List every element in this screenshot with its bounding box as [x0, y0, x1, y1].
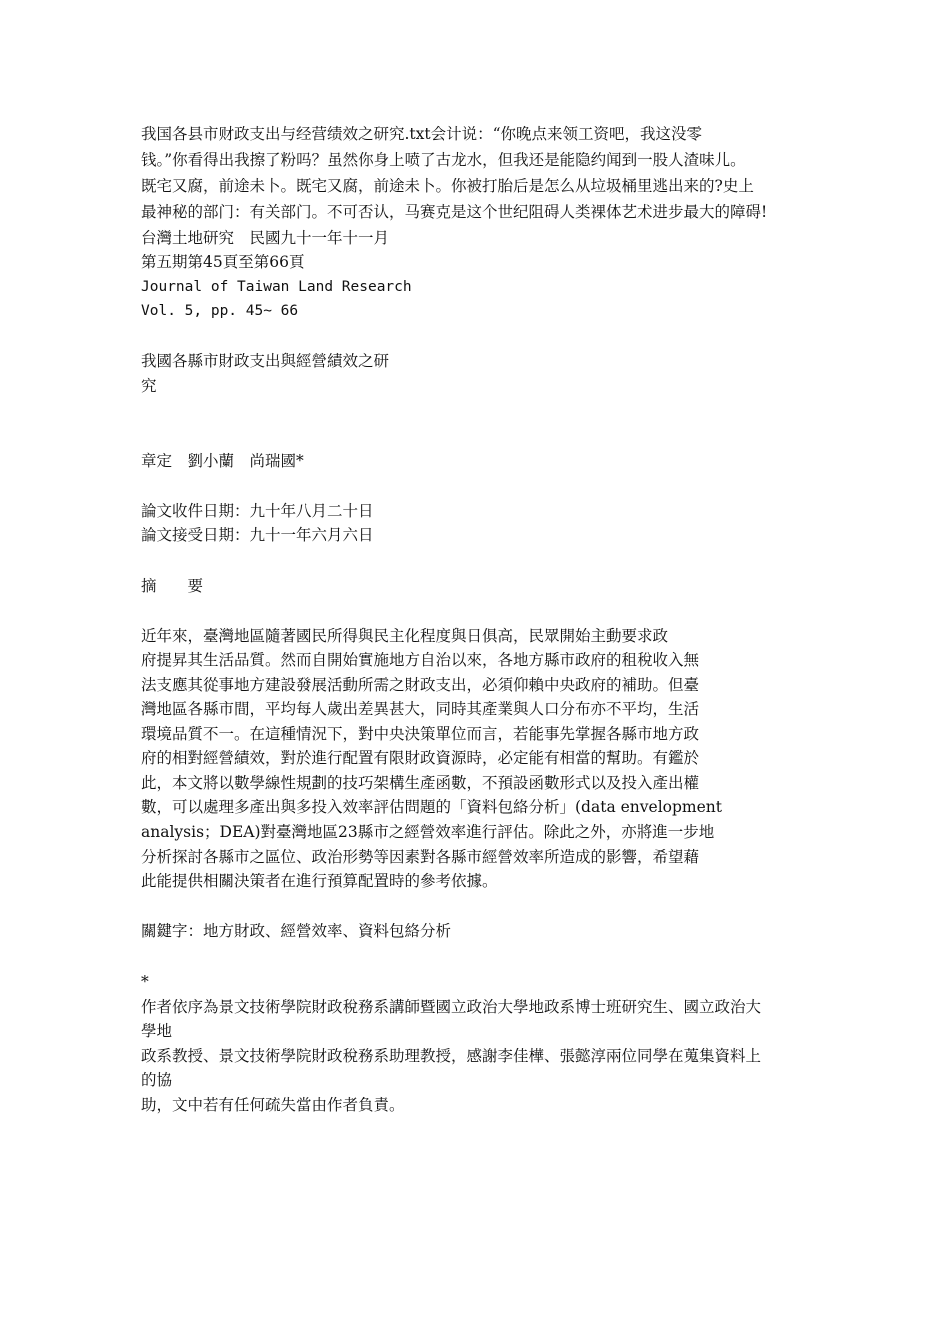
- abstract-line: 法支應其從事地方建設發展活動所需之財政支出，必須仰賴中央政府的補助。但臺: [141, 676, 700, 694]
- footnote-line: 助，文中若有任何疏失當由作者負責。: [141, 1096, 405, 1114]
- accepted-date: 論文接受日期：九十一年六月六日: [141, 526, 374, 544]
- footnote-line: 作者依序為景文技術學院財政稅務系講師暨國立政治大學地政系博士班研究生、國立政治大: [141, 998, 762, 1016]
- spam-line-4: 最神秘的部门：有关部门。不可否认，马赛克是这个世纪阻碍人类裸体艺术进步最大的障碍!: [141, 203, 768, 221]
- abstract-line: 此能提供相關決策者在進行預算配置時的參考依據。: [141, 872, 498, 890]
- title-line-1: 我國各縣市財政支出與經營績效之研: [141, 352, 390, 370]
- abstract-line: 分析探討各縣市之區位、政治形勢等因素對各縣市經營效率所造成的影響，希望藉: [141, 848, 700, 866]
- spam-line-1: 我国各县市财政支出与经营绩效之研究.txt会计说：“你晚点来领工资吧，我这没零: [141, 125, 703, 143]
- footnote-line: 政系教授、景文技術學院財政稅務系助理教授，感謝李佳樺、張懿淳兩位同學在蒐集資料上: [141, 1047, 762, 1065]
- authors: 章定 劉小蘭 尚瑞國*: [141, 452, 304, 470]
- footnote-marker: *: [141, 973, 149, 991]
- abstract-line: analysis；DEA)對臺灣地區23縣市之經營效率進行評估。除此之外，亦將進一步地: [141, 823, 715, 841]
- title-line-2: 究: [141, 377, 157, 395]
- abstract-line: 數，可以處理多產出與多投入效率評估問題的「資料包絡分析」(data envelopment: [141, 798, 722, 816]
- abstract-line: 環境品質不一。在這種情況下，對中央決策單位而言，若能事先掌握各縣市地方政: [141, 725, 700, 743]
- journal-name-date: 台灣土地研究 民國九十一年十一月: [141, 229, 390, 247]
- spam-line-3: 既宅又腐，前途未卜。既宅又腐，前途未卜。你被打胎后是怎么从垃圾桶里逃出来的?史上: [141, 177, 754, 195]
- journal-english-title: Journal of Taiwan Land Research: [141, 279, 412, 295]
- spam-line-2: 钱。”你看得出我擦了粉吗？虽然你身上喷了古龙水，但我还是能隐约闻到一股人渣味儿。: [141, 151, 746, 169]
- abstract-line: 府提昇其生活品質。然而自開始實施地方自治以來，各地方縣市政府的租稅收入無: [141, 651, 700, 669]
- footnote-line: 學地: [141, 1022, 173, 1040]
- abstract-line: 近年來，臺灣地區隨著國民所得與民主化程度與日俱高，民眾開始主動要求政: [141, 627, 669, 645]
- abstract-heading: 摘 要: [141, 577, 204, 595]
- journal-issue-pages: 第五期第45頁至第66頁: [141, 253, 305, 271]
- keywords: 關鍵字：地方財政、經營效率、資料包絡分析: [141, 922, 452, 940]
- abstract-line: 此，本文將以數學線性規劃的技巧架構生產函數，不預設函數形式以及投入產出權: [141, 774, 700, 792]
- journal-volume: Vol. 5, pp. 45~ 66: [141, 303, 299, 319]
- abstract-line: 灣地區各縣市間，平均每人歲出差異甚大，同時其產業與人口分布亦不平均，生活: [141, 700, 700, 718]
- abstract-line: 府的相對經營績效，對於進行配置有限財政資源時，必定能有相當的幫助。有鑑於: [141, 749, 700, 767]
- footnote-line: 的協: [141, 1071, 173, 1089]
- received-date: 論文收件日期：九十年八月二十日: [141, 502, 374, 520]
